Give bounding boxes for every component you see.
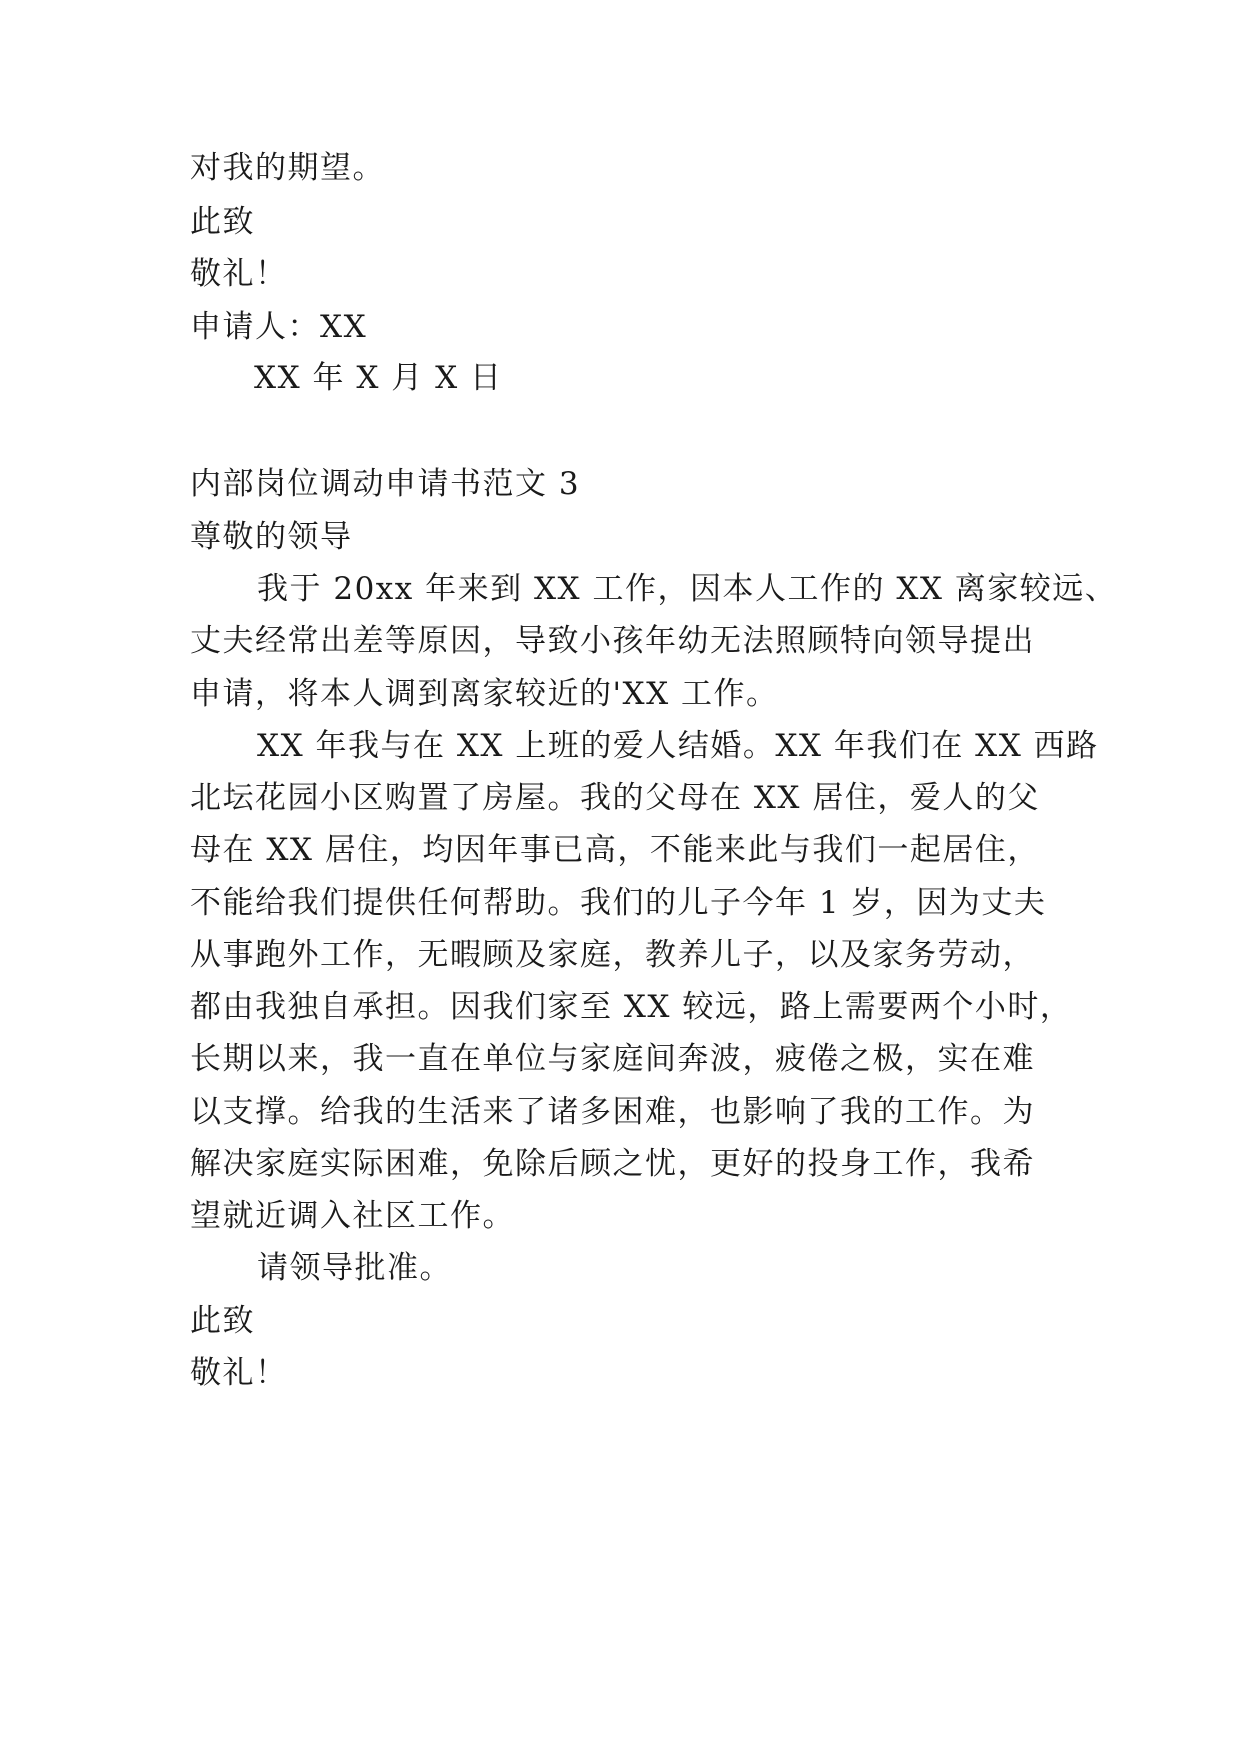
closing-text: 对我的期望。 — [190, 150, 385, 186]
salutation-line-2: 敬礼！ — [190, 1355, 288, 1391]
salutation-line-1: 此致 — [190, 1303, 255, 1339]
applicant-line: 申请人：XX — [190, 309, 368, 345]
body-line: 申请，将本人调到离家较近的'XX 工作。 — [190, 676, 779, 712]
body-line: 我于 20xx 年来到 XX 工作，因本人工作的 XX 离家较远、 — [257, 571, 1118, 607]
body-line: XX 年我与在 XX 上班的爱人结婚。XX 年我们在 XX 西路 — [257, 728, 1099, 764]
section-heading: 内部岗位调动申请书范文 3 — [190, 466, 581, 502]
body-line: 北坛花园小区购置了房屋。我的父母在 XX 居住，爱人的父 — [190, 780, 1040, 816]
greeting-line: 尊敬的领导 — [190, 519, 353, 555]
body-line: 丈夫经常出差等原因，导致小孩年幼无法照顾特向领导提出 — [190, 623, 1035, 659]
request-line: 请领导批准。 — [257, 1250, 452, 1286]
body-line: 解决家庭实际困难，免除后顾之忧，更好的投身工作，我希 — [190, 1146, 1035, 1182]
salutation-line-2: 敬礼！ — [190, 256, 288, 292]
body-line: 望就近调入社区工作。 — [190, 1198, 515, 1234]
body-line: 从事跑外工作，无暇顾及家庭，教养儿子，以及家务劳动， — [190, 937, 1035, 973]
body-line: 以支撑。给我的生活来了诸多困难，也影响了我的工作。为 — [190, 1094, 1035, 1130]
body-line: 母在 XX 居住，均因年事已高，不能来此与我们一起居住， — [190, 832, 1040, 868]
body-line: 都由我独自承担。因我们家至 XX 较远，路上需要两个小时， — [190, 989, 1073, 1025]
salutation-line-1: 此致 — [190, 204, 255, 240]
body-line: 长期以来，我一直在单位与家庭间奔波，疲倦之极，实在难 — [190, 1041, 1035, 1077]
body-line: 不能给我们提供任何帮助。我们的儿子今年 1 岁，因为丈夫 — [190, 885, 1047, 921]
date-line: XX 年 X 月 X 日 — [254, 360, 503, 396]
